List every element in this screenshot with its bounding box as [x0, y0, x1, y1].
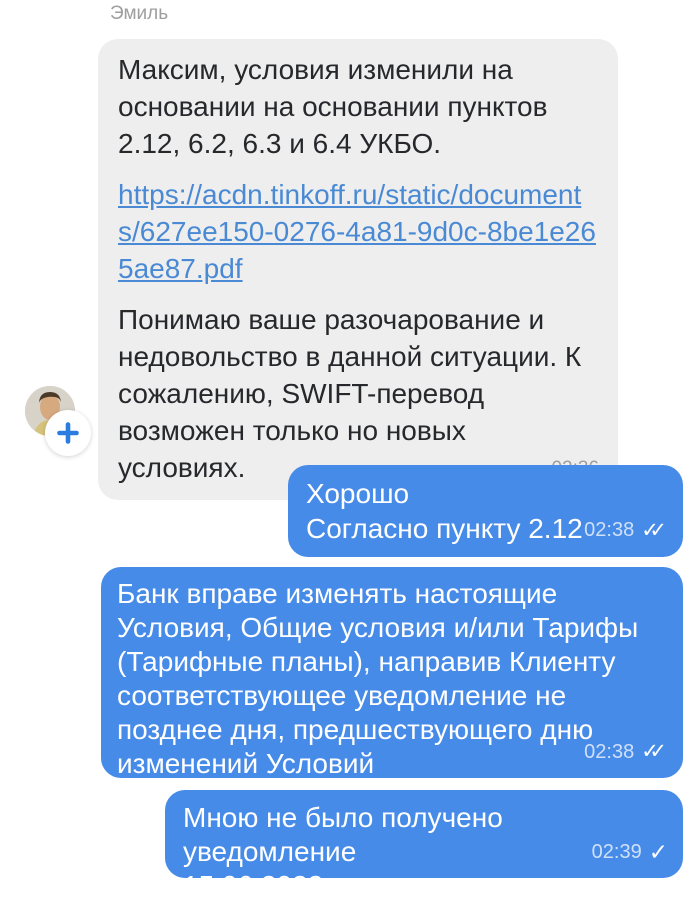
message-line: Согласно пункту 2.12 — [306, 513, 583, 544]
sender-name[interactable]: Эмиль — [110, 3, 169, 24]
message-line: Хорошо — [306, 478, 410, 509]
outgoing-message-2[interactable] — [101, 567, 683, 778]
message-time: 02:38 — [584, 741, 635, 763]
message-time: 02:38 — [584, 519, 635, 541]
sent-check-icon: ✓ — [648, 839, 668, 865]
read-checks-icon: ✓✓ — [641, 740, 658, 763]
message-text: Банк вправе изменять настоящие Условия, Общие условия и/или Тарифы (Тарифные планы), направив Клиенту соответствующее уведомление не позднее дня, предшествующего дню изменений Условий — [117, 578, 639, 779]
message-link[interactable]: https://acdn.tinkoff.ru/static/documents/627ee150-0276-4a81-9d0c-8be1e265ae87.pdf — [118, 179, 596, 284]
incoming-message[interactable] — [98, 39, 618, 500]
incoming-text-paragraph-1: Максим, условия изменили на основании на основании пунктов 2.12, 6.2, 6.3 и 6.4 УКБО. — [118, 54, 548, 159]
outgoing-message-3[interactable] — [165, 790, 683, 898]
outgoing-message-1[interactable] — [288, 465, 683, 557]
add-contact-button[interactable] — [45, 410, 91, 456]
plus-icon — [57, 422, 79, 444]
message-line: 15.06.2022 — [183, 870, 324, 898]
incoming-text-paragraph-2: Понимаю ваше разочарование и недовольство в данной ситуации. К сожалению, SWIFT-перевод возможен только но новых условиях. — [118, 304, 582, 483]
read-checks-icon: ✓✓ — [641, 519, 658, 542]
message-line: Мною не было получено уведомление — [183, 802, 503, 867]
message-time: 02:39 — [591, 841, 642, 863]
